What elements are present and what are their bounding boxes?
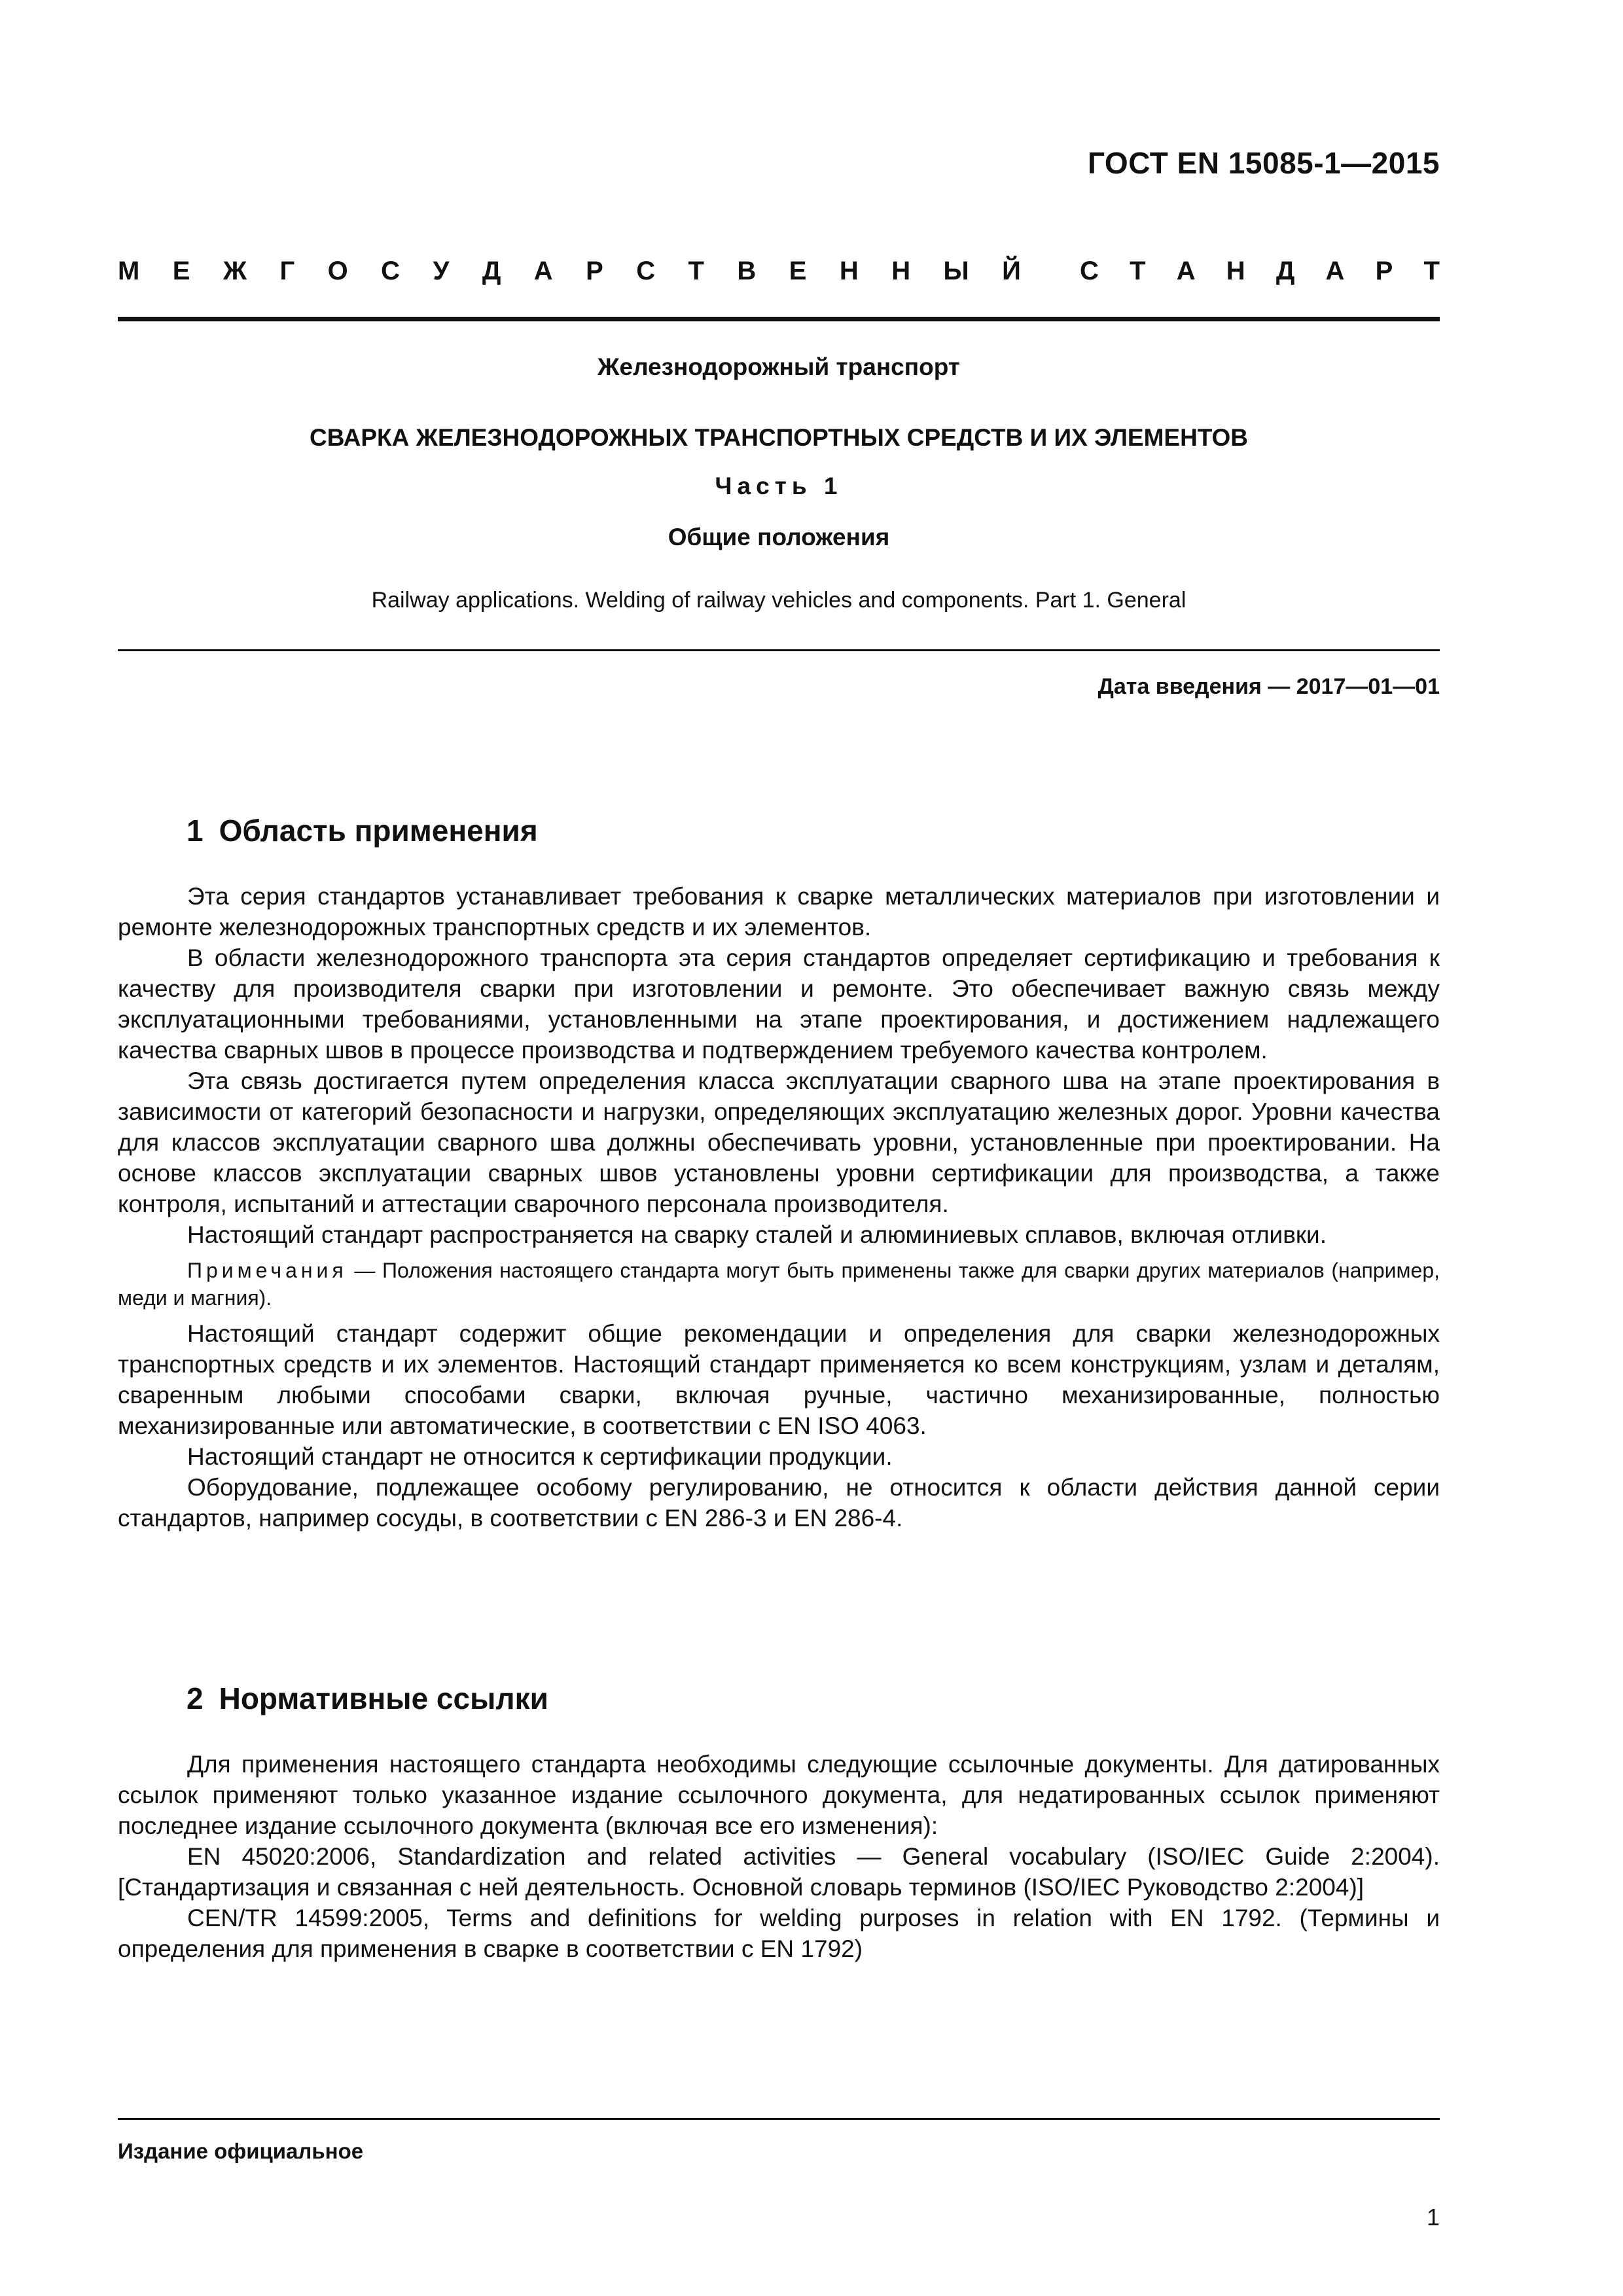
note-label: Примечания bbox=[187, 1259, 348, 1282]
edition-label: Издание официальное bbox=[118, 2139, 364, 2163]
section-1-title: Область применения bbox=[219, 814, 538, 848]
header-divider bbox=[118, 317, 1440, 321]
banner-letter: Г bbox=[279, 257, 295, 285]
section-1-body bbox=[118, 881, 1440, 1534]
banner-letter: Е bbox=[789, 257, 807, 285]
banner-letter: Д bbox=[482, 257, 501, 285]
section-2-body bbox=[118, 1749, 1440, 1964]
title-divider bbox=[118, 649, 1440, 651]
banner-letter: Р bbox=[586, 257, 603, 285]
banner-letter: Ж bbox=[223, 257, 247, 285]
section-1-paragraph: Настоящий стандарт распространяется на сварку сталей и алюминиевых сплавов, включая отливки. bbox=[187, 1221, 1327, 1248]
banner-letter: В bbox=[737, 257, 757, 285]
section-1-paragraph: Оборудование, подлежащее особому регулированию, не относится к области действия данной серии стандартов, например сосуды, в соответствии с EN 286-3 и EN 286-4. bbox=[118, 1474, 1440, 1532]
section-1-paragraph: Настоящий стандарт содержит общие рекомендации и определения для сварки железнодорожных транспортных средств и их элементов. Настоящий стандарт применяется ко всем конструкциям, узлам и деталям, сваренным любыми способами сварки, включая ручные, частично механизированные, полностью механизированные или автоматические, в соответствии с EN ISO 4063. bbox=[118, 1320, 1440, 1439]
document-subject: Железнодорожный транспорт bbox=[597, 353, 960, 380]
section-2-number: 2 bbox=[187, 1681, 204, 1715]
section-1-paragraph: Настоящий стандарт не относится к сертификации продукции. bbox=[187, 1443, 893, 1470]
banner-letter: Е bbox=[172, 257, 190, 285]
banner-letter: А bbox=[1176, 257, 1196, 285]
english-title: Railway applications. Welding of railway vehicles and components. Part 1. General bbox=[371, 588, 1186, 613]
standard-kind-banner bbox=[118, 257, 1440, 286]
banner-letter: Ы bbox=[943, 257, 969, 285]
document-title: СВАРКА ЖЕЛЕЗНОДОРОЖНЫХ ТРАНСПОРТНЫХ СРЕДСТВ И ИХ ЭЛЕМЕНТОВ bbox=[310, 424, 1248, 451]
section-2-reference: EN 45020:2006, Standardization and related activities — General vocabulary (ISO/IEC Guide 2:2004). [Стандартизация и связанная с ней деятельность. Основной словарь терминов (ISO/IEC Руководство 2:2004)] bbox=[118, 1843, 1440, 1901]
banner-letter: У bbox=[433, 257, 450, 285]
banner-letter: Т bbox=[688, 257, 704, 285]
banner-letter: Т bbox=[1423, 257, 1440, 285]
document-page bbox=[118, 0, 1440, 2296]
section-1-note bbox=[118, 1257, 1440, 1312]
section-2-heading bbox=[187, 1681, 548, 1716]
banner-letter: М bbox=[118, 257, 140, 285]
banner-letter: Н bbox=[891, 257, 911, 285]
banner-letter: Й bbox=[1002, 257, 1021, 285]
standard-kind-word-standard bbox=[1080, 257, 1440, 286]
banner-letter: Н bbox=[1226, 257, 1245, 285]
part-title: Общие положения bbox=[668, 524, 890, 550]
section-2-reference: CEN/TR 14599:2005, Terms and definitions for welding purposes in relation with EN 1792. (Термины и определения для применения в сварке в соответствии с EN 1792) bbox=[118, 1905, 1440, 1962]
note-text: — Положения настоящего стандарта могут быть применены также для сварки других материалов (например, меди и магния). bbox=[118, 1259, 1440, 1310]
banner-letter: Р bbox=[1375, 257, 1393, 285]
banner-letter: С bbox=[636, 257, 656, 285]
banner-letter: С bbox=[381, 257, 401, 285]
banner-letter: Т bbox=[1130, 257, 1146, 285]
banner-letter: А bbox=[533, 257, 553, 285]
part-label: Часть 1 bbox=[715, 473, 843, 499]
page-number: 1 bbox=[1426, 2204, 1440, 2231]
section-1-paragraph: Эта связь достигается путем определения класса эксплуатации сварного шва на этапе проектирования в зависимости от категорий безопасности и нагрузки, определяющих эксплуатацию железных дорог. Уровни качества для классов эксплуатации сварного шва должны обеспечивать уровни, установленные при проектировании. На основе классов эксплуатации сварных швов установлены уровни сертификации для производства, а также контроля, испытаний и аттестации сварочного персонала производителя. bbox=[118, 1067, 1440, 1217]
document-code: ГОСТ EN 15085-1—2015 bbox=[1087, 146, 1440, 180]
banner-letter: Н bbox=[839, 257, 859, 285]
section-1-paragraph: В области железнодорожного транспорта эта серия стандартов определяет сертификацию и требования к качеству для производителя сварки при изготовлении и ремонте. Это обеспечивает важную связь между эксплуатационными требованиями, установленными на этапе проектирования, и достижением надлежащего качества сварных швов в процессе производства и подтверждением требуемого качества контролем. bbox=[118, 944, 1440, 1064]
banner-letter: С bbox=[1080, 257, 1099, 285]
banner-letter: О bbox=[327, 257, 348, 285]
standard-kind-word-interstate bbox=[118, 257, 1021, 286]
footer-divider bbox=[118, 2118, 1440, 2120]
section-2-paragraph: Для применения настоящего стандарта необходимы следующие ссылочные документы. Для датированных ссылок применяют только указанное издание ссылочного документа, для недатированных ссылок применяют последнее издание ссылочного документа (включая все его изменения): bbox=[118, 1751, 1440, 1839]
introduction-date: Дата введения — 2017—01—01 bbox=[1097, 674, 1440, 699]
section-2-title: Нормативные ссылки bbox=[219, 1681, 548, 1715]
banner-letter: А bbox=[1325, 257, 1345, 285]
section-1-heading bbox=[187, 813, 538, 848]
section-1-paragraph: Эта серия стандартов устанавливает требования к сварке металлических материалов при изготовлении и ремонте железнодорожных транспортных средств и их элементов. bbox=[118, 883, 1440, 941]
section-1-number: 1 bbox=[187, 814, 204, 848]
banner-letter: Д bbox=[1275, 257, 1295, 285]
